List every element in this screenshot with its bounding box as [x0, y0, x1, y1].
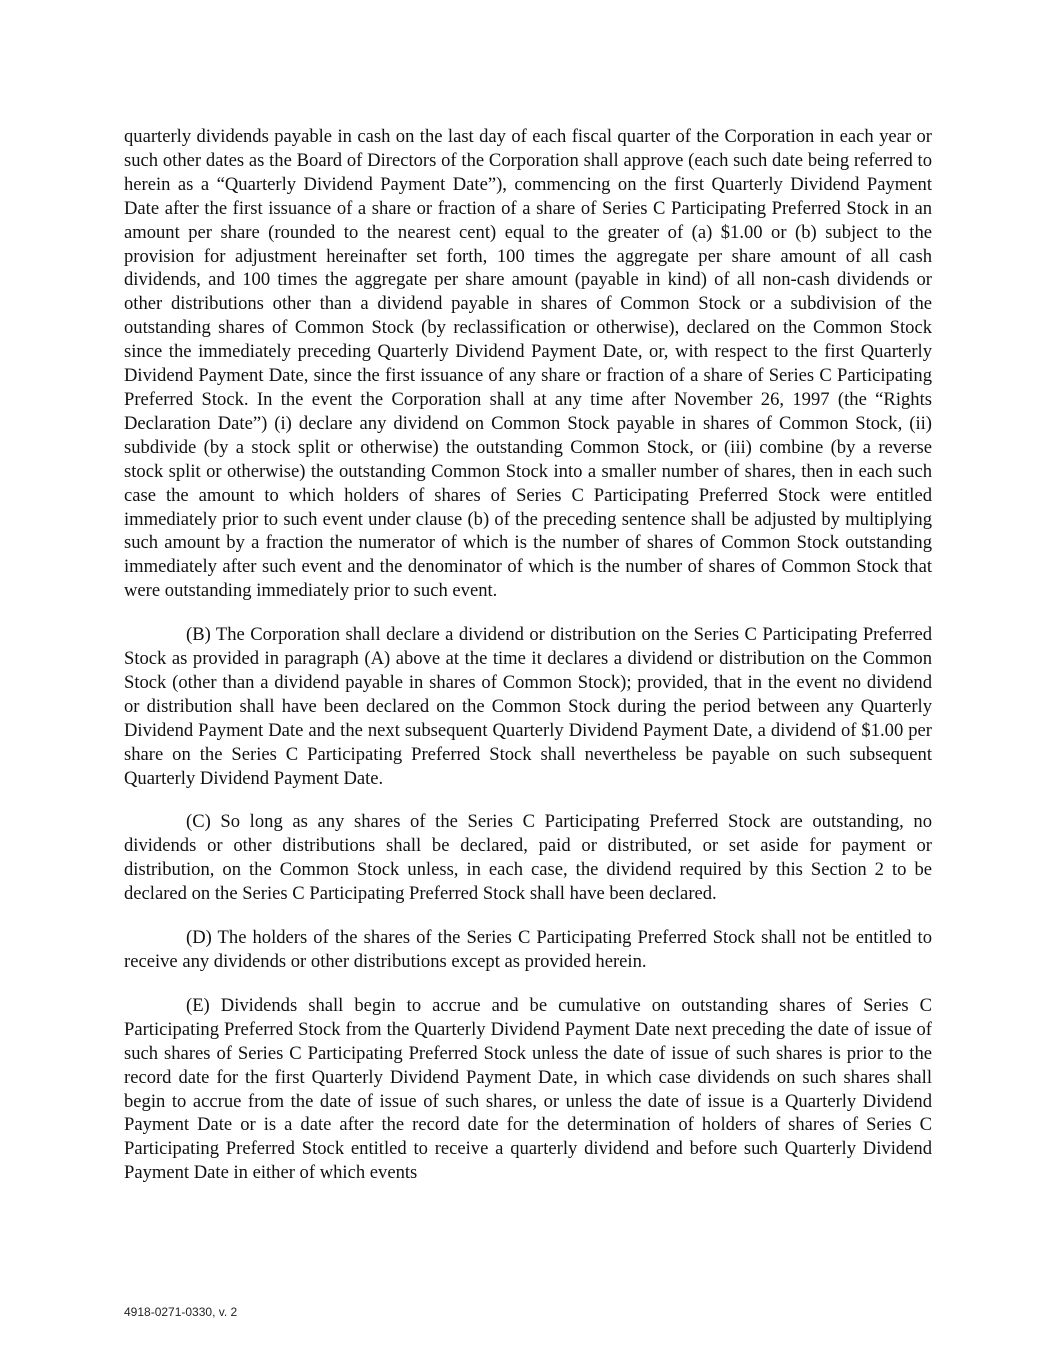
document-footer-id: 4918-0271-0330, v. 2 [124, 1305, 238, 1319]
paragraph-d: (D) The holders of the shares of the Series C Participating Preferred Stock shall not be entitled to receive any dividends or other distributions except as provided herein. [124, 927, 932, 972]
document-body [124, 125, 932, 1205]
paragraph-e: (E) Dividends shall begin to accrue and be cumulative on outstanding shares of Series C Participating Preferred Stock from the Quarterly Dividend Payment Date next preceding the date of issue of such shares of Series C Participating Preferred Stock unless the date of issue of such shares is prior to the record date for the first Quarterly Dividend Payment Date, in which case dividends on such shares shall begin to accrue from the date of issue of such shares, or unless the date of issue is a Quarterly Dividend Payment Date or is a date after the record date for the determination of holders of shares of Series C Participating Preferred Stock entitled to receive a quarterly dividend and before such Quarterly Dividend Payment Date in either of which events [124, 994, 932, 1184]
paragraph-c: (C) So long as any shares of the Series C Participating Preferred Stock are outstanding, no dividends or other distributions shall be declared, paid or distributed, or set aside for payment or distribution, on the Common Stock unless, in each case, the dividend required by this Section 2 to be declared on the Series C Participating Preferred Stock shall have been declared. [124, 811, 932, 905]
paragraph-continued-a: quarterly dividends payable in cash on the last day of each fiscal quarter of the Corporation in each year or such other dates as the Board of Directors of the Corporation shall approve (each such date being referred to herein as a “Quarterly Dividend Payment Date”), commencing on the first Quarterly Dividend Payment Date after the first issuance of a share or fraction of a share of Series C Participating Preferred Stock in an amount per share (rounded to the nearest cent) equal to the greater of (a) $1.00 or (b) subject to the provision for adjustment hereinafter set forth, 100 times the aggregate per share amount of all cash dividends, and 100 times the aggregate per share amount (payable in kind) of all non-cash dividends or other distributions other than a dividend payable in shares of Common Stock or a subdivision of the outstanding shares of Common Stock (by reclassification or otherwise), declared on the Common Stock since the immediately preceding Quarterly Dividend Payment Date, or, with respect to the first Quarterly Dividend Payment Date, since the first issuance of any share or fraction of a share of Series C Participating Preferred Stock. In the event the Corporation shall at any time after November 26, 1997 (the “Rights Declaration Date”) (i) declare any dividend on Common Stock payable in shares of Common Stock, (ii) subdivide (by a stock split or otherwise) the outstanding Common Stock, or (iii) combine (by a reverse stock split or otherwise) the outstanding Common Stock into a smaller number of shares, then in each such case the amount to which holders of shares of Series C Participating Preferred Stock were entitled immediately prior to such event under clause (b) of the preceding sentence shall be adjusted by multiplying such amount by a fraction the numerator of which is the number of shares of Common Stock outstanding immediately after such event and the denominator of which is the number of shares of Common Stock that were outstanding immediately prior to such event. [124, 126, 932, 602]
paragraph-b: (B) The Corporation shall declare a dividend or distribution on the Series C Participating Preferred Stock as provided in paragraph (A) above at the time it declares a dividend or distribution on the Common Stock (other than a dividend payable in shares of Common Stock); provided, that in the event no dividend or distribution shall have been declared on the Common Stock during the period between any Quarterly Dividend Payment Date and the next subsequent Quarterly Dividend Payment Date, a dividend of $1.00 per share on the Series C Participating Preferred Stock shall nevertheless be payable on such subsequent Quarterly Dividend Payment Date. [124, 624, 932, 789]
